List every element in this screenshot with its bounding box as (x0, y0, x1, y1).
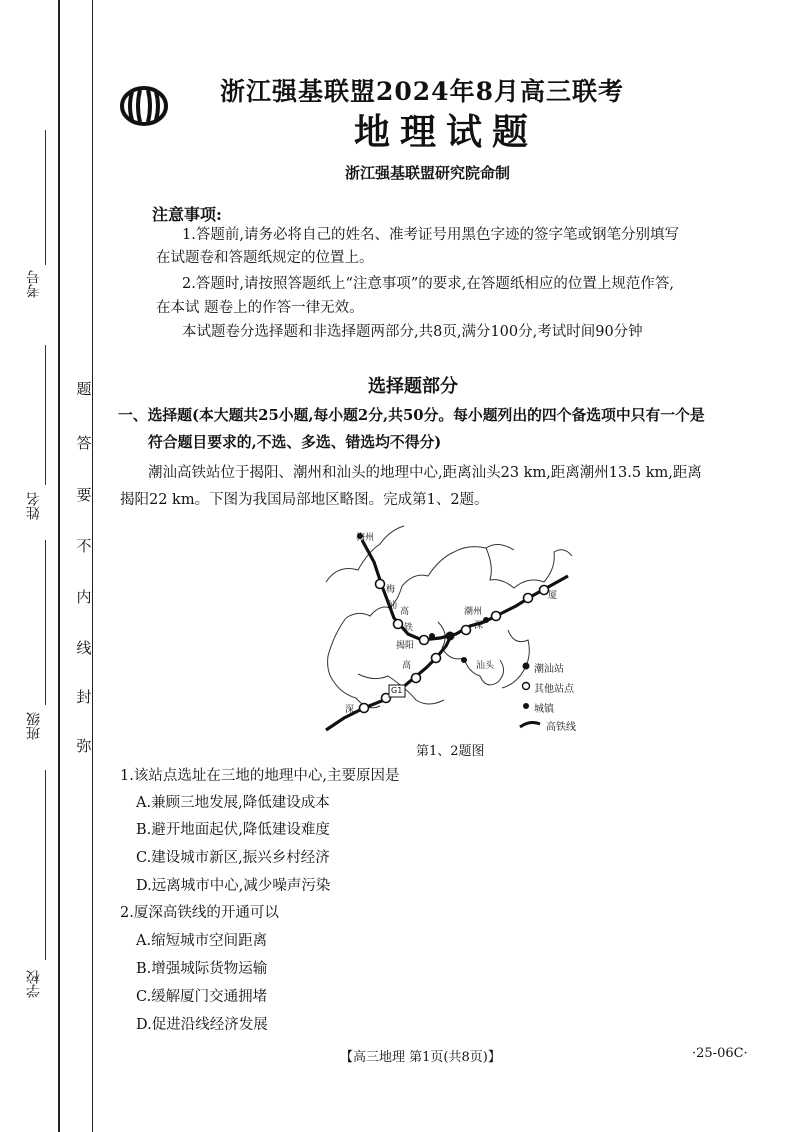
seal-char: 题 (76, 380, 92, 398)
notice-line: 本试题卷分选择题和非选择题两部分,共8页,满分100分,考试时间90分钟 (182, 324, 643, 340)
issuer-line: 浙江强基联盟研究院命制 (345, 164, 511, 182)
seal-char: 内 (76, 588, 92, 606)
seal-char: 封 (76, 688, 92, 706)
seal-char: 线 (76, 639, 92, 657)
seal-char: 不 (76, 537, 92, 555)
map-label: 深 (345, 705, 355, 715)
exam-code: ·25-06C· (692, 1046, 748, 1061)
material-text: 揭阳22 km。下图为我国局部地区略图。完成第1、2题。 (120, 492, 489, 508)
notice-line: 1.答题前,请务必将自己的姓名、准考证号用黑色字迹的签字笔或钢笔分别填写 (182, 227, 679, 243)
margin-line-left (58, 0, 60, 1132)
section-instruction: 一、选择题(本大题共25小题,每小题2分,共50分。每小题列出的四个备选项中只有一个是 (118, 407, 705, 424)
question-option: A.缩短城市空间距离 (136, 933, 268, 949)
question-stem: 2.厦深高铁线的开通可以 (120, 905, 279, 921)
field-exam-number (22, 270, 46, 298)
field-name (22, 492, 46, 520)
legend-other-station: 其他站点 (534, 684, 574, 695)
legend-town: 城镇 (534, 704, 554, 715)
notice-line: 在本试 题卷上的作答一律无效。 (156, 300, 364, 316)
seal-char: 弥 (76, 737, 92, 755)
margin-line-right (92, 0, 93, 1132)
map-label-chaozhou: 潮州 (464, 607, 483, 617)
regional-map (318, 522, 618, 737)
map-label-jieyang: 揭阳 (396, 641, 415, 651)
field-label: 学校 (26, 970, 42, 998)
question-option: D.远离城市中心,减少噪声污染 (136, 878, 331, 894)
field-exam-number-line (45, 130, 46, 265)
map-label-meizhou: 梅州 (356, 533, 375, 543)
map-label: 高 (402, 661, 412, 671)
legend-chaoshan-station: 潮汕站 (534, 664, 564, 675)
seal-char: 要 (76, 486, 92, 504)
question-option: B.增强城际货物运输 (136, 961, 268, 977)
section-title: 选择题部分 (368, 376, 458, 397)
field-class (22, 712, 46, 740)
field-class-line (45, 770, 46, 960)
figure-caption: 第1、2题图 (416, 744, 485, 759)
question-stem: 1.该站点选址在三地的地理中心,主要原因是 (120, 768, 400, 784)
question-option: C.缓解厦门交通拥堵 (136, 989, 268, 1005)
map-label: 汕 (388, 601, 398, 611)
section-instruction: 符合题目要求的,不选、多选、错选均不得分) (148, 434, 442, 451)
map-label: 深 (474, 621, 484, 631)
exam-title: 浙江强基联盟2024年8月高三联考 (220, 77, 624, 106)
map-label: 高 (400, 607, 410, 617)
legend-railway: 高铁线 (546, 722, 576, 733)
field-label: 班级 (26, 712, 42, 740)
alliance-logo (118, 84, 170, 128)
notice-line: 2.答题时,请按照答题纸上“注意事项”的要求,在答题纸相应的位置上规范作答, (182, 276, 674, 292)
notice-heading: 注意事项: (152, 205, 222, 224)
question-option: D.促进沿线经济发展 (136, 1017, 268, 1033)
map-label: 梅 (386, 585, 396, 595)
map-label-shantou: 汕头 (476, 661, 495, 671)
field-exam-number-line2 (45, 345, 46, 485)
map-label-road: G1 (391, 686, 403, 695)
seal-char: 答 (76, 434, 92, 452)
map-label: 厦 (548, 591, 558, 601)
question-option: B.避开地面起伏,降低建设难度 (136, 822, 330, 838)
field-label: 考号 (26, 270, 42, 298)
page-info: 【高三地理 第1页(共8页)】 (340, 1050, 501, 1065)
question-option: C.建设城市新区,振兴乡村经济 (136, 850, 330, 866)
material-text: 潮汕高铁站位于揭阳、潮州和汕头的地理中心,距离汕头23 km,距离潮州13.5 km,距离 (148, 465, 702, 481)
map-label: 铁 (404, 623, 414, 633)
notice-line: 在试题卷和答题纸规定的位置上。 (156, 250, 374, 266)
field-label: 姓名 (26, 492, 42, 520)
field-name-line (45, 540, 46, 705)
field-school (22, 970, 46, 998)
question-option: A.兼顾三地发展,降低建设成本 (136, 795, 330, 811)
subject-title: 地理试题 (354, 111, 539, 153)
